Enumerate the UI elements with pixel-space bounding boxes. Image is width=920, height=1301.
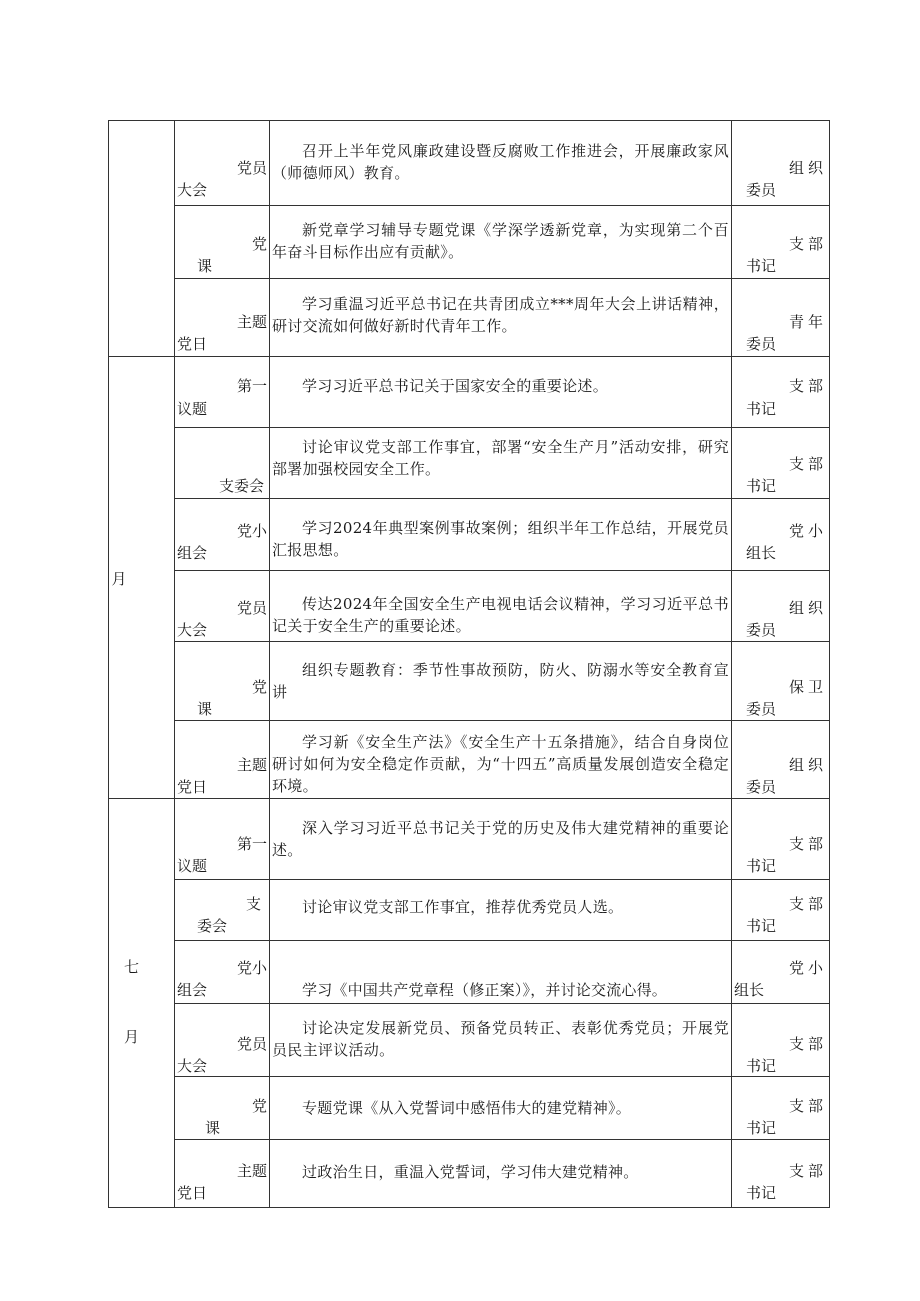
content-cell: 学习新《安全生产法》《安全生产十五条措施》，结合自身岗位研讨如何为安全稳定作贡献，为“十四五”高质量发展创造安全稳定环境。	[272, 733, 729, 795]
responsible-cell	[732, 279, 829, 356]
responsible-top: 支部	[788, 1035, 827, 1053]
responsible-cell	[732, 941, 829, 1003]
responsible-cell	[732, 121, 829, 205]
responsible-top: 青年	[788, 313, 827, 331]
category-bottom: 党日	[177, 778, 208, 796]
responsible-bottom: 书记	[746, 257, 777, 275]
row-divider	[175, 427, 829, 428]
category-cell	[175, 428, 269, 498]
category-cell	[175, 941, 269, 1003]
responsible-bottom: 书记	[746, 917, 777, 935]
category-cell	[175, 1077, 269, 1139]
responsible-bottom: 书记	[746, 1119, 777, 1137]
responsible-top: 党小	[788, 522, 827, 540]
category-cell	[175, 1140, 269, 1207]
row-divider	[175, 879, 829, 880]
responsible-top: 支部	[788, 835, 827, 853]
row-divider	[175, 278, 829, 279]
category-cell	[175, 799, 269, 879]
category-top: 主题	[236, 313, 267, 331]
responsible-cell	[732, 206, 829, 278]
content-cell: 学习2024年典型案例事故案例；组织半年工作总结，开展党员汇报思想。	[272, 519, 729, 559]
category-cell	[175, 1004, 269, 1076]
responsible-cell	[732, 1077, 829, 1139]
responsible-top: 支部	[788, 377, 827, 395]
content-cell: 讨论审议党支部工作事宜，推荐优秀党员人选。	[302, 898, 624, 916]
category-cell	[175, 206, 269, 278]
category-bottom: 课	[197, 257, 213, 275]
category-bottom: 组会	[177, 981, 208, 999]
row-divider	[175, 720, 829, 721]
category-cell	[175, 121, 269, 205]
category-bottom: 组会	[177, 544, 208, 562]
category-bottom: 课	[205, 1119, 221, 1137]
responsible-bottom: 书记	[746, 1057, 777, 1075]
responsible-bottom: 组长	[734, 981, 765, 999]
category-bottom: 议题	[177, 857, 208, 875]
responsible-bottom: 书记	[746, 857, 777, 875]
responsible-bottom: 书记	[746, 1184, 777, 1202]
row-divider	[175, 641, 829, 642]
responsible-top: 支部	[788, 895, 827, 913]
category-top: 党	[251, 235, 267, 253]
category-top: 党员	[236, 159, 267, 177]
content-cell: 讨论审议党支部工作事宜，部署“安全生产月”活动安排，研究部署加强校园安全工作。	[272, 438, 729, 478]
category-bottom: 大会	[177, 181, 208, 199]
month-line: 月	[123, 1028, 139, 1046]
responsible-top: 组织	[788, 756, 827, 774]
month-label: 月	[111, 570, 127, 588]
responsible-top: 支部	[788, 235, 827, 253]
month-label	[109, 956, 154, 978]
category-top: 支	[245, 895, 261, 913]
month-label	[109, 1026, 154, 1048]
category-cell	[175, 880, 269, 940]
category-bottom: 课	[197, 700, 213, 718]
responsible-bottom: 委员	[746, 181, 777, 199]
category-cell	[175, 499, 269, 570]
responsible-top: 支部	[788, 1097, 827, 1115]
content-cell: 学习重温习近平总书记在共青团成立***周年大会上讲话精神，研讨交流如何做好新时代青年工作。	[272, 295, 729, 335]
content-cell: 召开上半年党风廉政建设暨反腐败工作推进会，开展廉政家风（师德师风）教育。	[272, 142, 729, 182]
responsible-top: 支部	[788, 1162, 827, 1180]
content-cell: 学习《中国共产党章程（修正案）》，并讨论交流心得。	[302, 981, 668, 999]
category-bottom: 大会	[177, 621, 208, 639]
responsible-cell	[732, 799, 829, 879]
responsible-bottom: 书记	[746, 400, 777, 418]
responsible-cell	[732, 428, 829, 498]
responsible-cell	[732, 571, 829, 641]
category-top: 党	[251, 678, 267, 696]
category-top: 第一	[236, 835, 267, 853]
responsible-cell	[732, 1004, 829, 1076]
responsible-bottom: 委员	[746, 621, 777, 639]
responsible-bottom: 书记	[746, 477, 777, 495]
responsible-cell	[732, 1140, 829, 1207]
responsible-cell	[732, 721, 829, 798]
content-cell: 过政治生日，重温入党誓词，学习伟大建党精神。	[302, 1163, 639, 1181]
category-bottom: 党日	[177, 335, 208, 353]
category-cell	[175, 357, 269, 427]
responsible-cell	[732, 642, 829, 720]
category-top: 党小	[236, 959, 267, 977]
responsible-top: 保卫	[788, 678, 827, 696]
category-bottom: 委会	[197, 917, 228, 935]
responsible-bottom: 组长	[746, 544, 777, 562]
row-divider	[175, 205, 829, 206]
category-top: 党员	[236, 599, 267, 617]
category-cell	[175, 721, 269, 798]
category-top: 主题	[236, 1162, 267, 1180]
category-top: 党员	[236, 1035, 267, 1053]
category-top: 主题	[236, 756, 267, 774]
category-cell	[175, 571, 269, 641]
responsible-top: 党小	[788, 959, 827, 977]
responsible-cell	[732, 357, 829, 427]
activity-schedule-table	[108, 120, 830, 1208]
category-bottom: 大会	[177, 1057, 208, 1075]
category-top: 党	[251, 1097, 267, 1115]
responsible-top: 组织	[788, 599, 827, 617]
category-top: 第一	[236, 377, 267, 395]
category-top: 党小	[236, 522, 267, 540]
row-divider	[175, 1003, 829, 1004]
row-divider	[175, 498, 829, 499]
responsible-bottom: 委员	[746, 778, 777, 796]
content-cell: 深入学习习近平总书记关于党的历史及伟大建党精神的重要论述。	[272, 819, 729, 859]
month-line: 七	[123, 958, 139, 976]
responsible-top: 组织	[788, 159, 827, 177]
category-bottom: 支委会	[219, 477, 265, 495]
category-bottom: 党日	[177, 1184, 208, 1202]
responsible-cell	[732, 880, 829, 940]
row-divider	[175, 940, 829, 941]
content-cell: 组织专题教育：季节性事故预防，防火、防溺水等安全教育宣讲	[272, 661, 729, 701]
responsible-bottom: 委员	[746, 335, 777, 353]
category-cell	[175, 642, 269, 720]
row-divider	[175, 1076, 829, 1077]
responsible-top: 支部	[788, 455, 827, 473]
category-cell	[175, 279, 269, 356]
content-cell: 新党章学习辅导专题党课《学深学透新党章，为实现第二个百年奋斗目标作出应有贡献》。	[272, 221, 729, 261]
content-cell: 讨论决定发展新党员、预备党员转正、表彰优秀党员；开展党员民主评议活动。	[272, 1019, 729, 1059]
category-bottom: 议题	[177, 400, 208, 418]
row-divider	[175, 570, 829, 571]
content-cell: 专题党课《从入党誓词中感悟伟大的建党精神》。	[302, 1099, 632, 1117]
responsible-cell	[732, 499, 829, 570]
responsible-bottom: 委员	[746, 700, 777, 718]
content-cell: 传达2024年全国安全生产电视电话会议精神，学习习近平总书记关于安全生产的重要论述。	[272, 595, 729, 635]
content-cell: 学习习近平总书记关于国家安全的重要论述。	[302, 377, 609, 395]
row-divider	[175, 1139, 829, 1140]
